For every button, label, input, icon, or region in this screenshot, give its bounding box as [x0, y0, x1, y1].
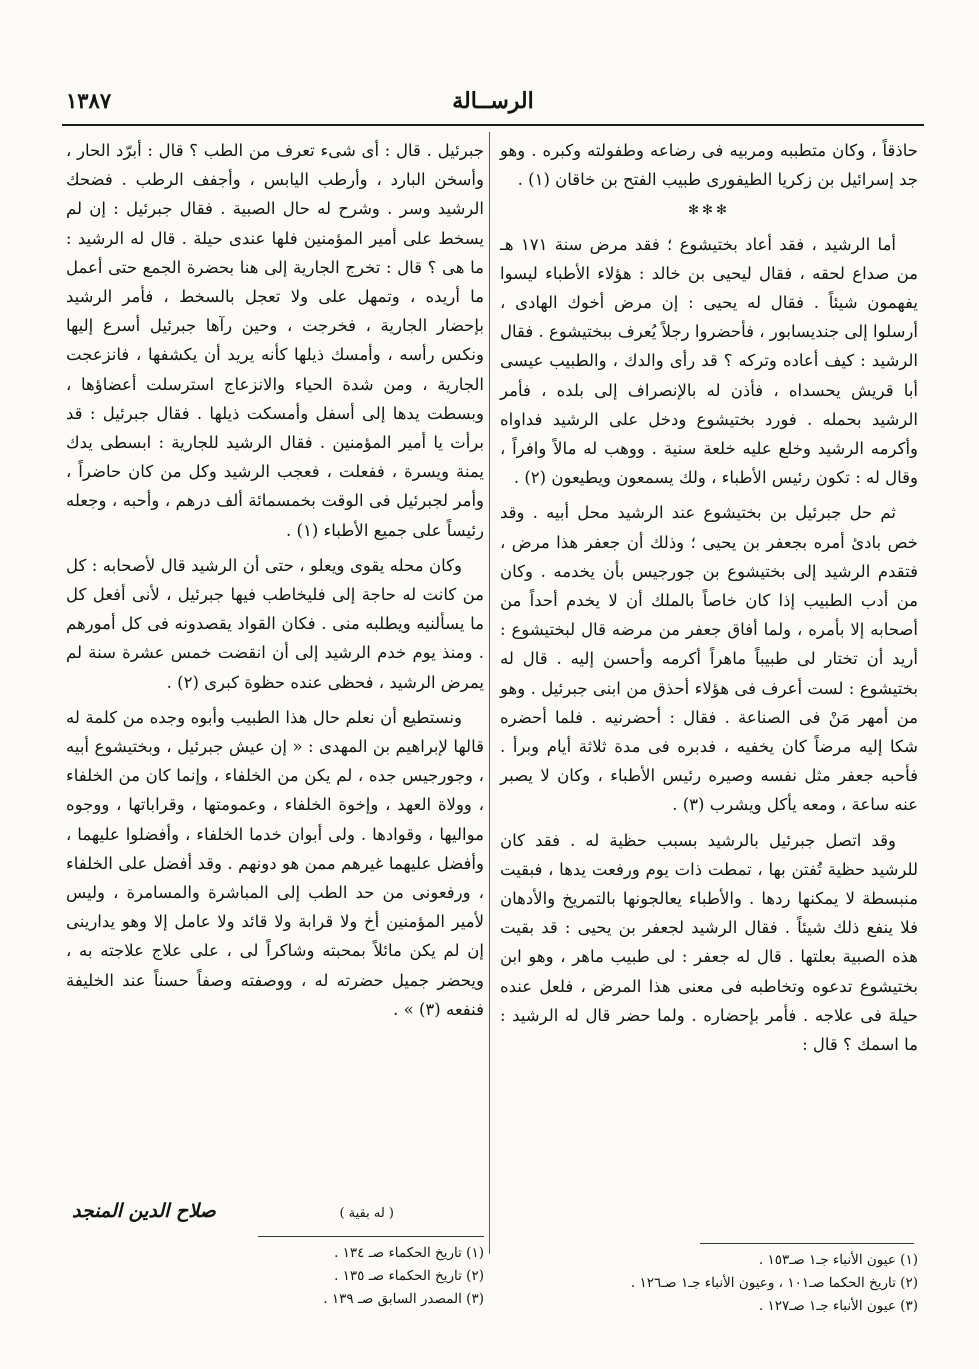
- paragraph: ونستطيع أن نعلم حال هذا الطبيب وأبوه وجده من كلمة له قالها لإبراهيم بن المهدى : « إن عيش جبرئيل ، وبختيشوع أبيه ، وجورجيس جده ، لم يكن من الخلفاء ، وإنما كان من الخلفاء ، وولاة العهد ، وإخوة الخلفاء ، وعمومتها ، وقراباتها ، ووجوه مواليها ، وقوادها . ولى أبوان خدما الخلفاء ، وأفضلوا عليهما ، وأفضل عليهما غيرهم ممن هو دونهم . وقد أفضل على الخلفاء ، ورفعونى من حد الطب إلى المباشرة والمسامرة ، وليس لأمير المؤمنين أخ ولا قرابة ولا قائد ولا عامل إلا وهو يدارينى إن لم يكن مائلاً بمحبته وشاكراً لى ، على علاج علاجته به ، ويحضر جميل حضرته له ، ووصفته وصفاً حسناً عند الخليفة فنفعه (٣) » .: [66, 707, 484, 1019]
- footnotes-left: [66, 1242, 484, 1311]
- left-column: [66, 136, 484, 1024]
- paragraph: أما الرشيد ، فقد أعاد بختيشوع ؛ فقد مرض سنة ١٧١ هـ من صداع لحقه ، فقال ليحيى بن خالد : هؤلاء الأطباء ليسوا يفهمون شيئاً . فقال له يحيى : إن مرض أخوك الهادى ، أرسلوا إلى جنديسابور ، فأحضروا رجلاً يُعرف ببختيشوع . فقال الرشيد : كيف أعاده وتركه ؟ قد رأى والدك ، والطبيب عيسى أبا قريش يحسداه ، فأذن له بالإنصراف إلى بلده ، فأمر الرشيد بحمله . فورد بختيشوع ودخل على الرشيد فداواه وأكرمه الرشيد وخلع عليه خلعة سنية . ووهب له مالاً وافراً ، وقال له : تكون رئيس الأطباء ، ولك يسمعون ويطيعون (٢) .: [500, 234, 918, 488]
- paragraph: ثم حل جبرئيل بن بختيشوع عند الرشيد محل أبيه . وقد خص بادئ أمره بجعفر بن يحيى ؛ وذلك أن جعفر هذا مرض ، فتقدم الرشيد إلى بختيشوع بن جورجيس بأن يخدمه . وكان من أدب الطبيب إذا كان خاصاً بالملك أن لا يخدم أحداً من أصحابه إلا بأمره ، ولما أفاق جعفر من مرضه قال لبختيشوع : أريد أن تختار لى طبيباً ماهراً أكرمه وأحسن إليه . قال له بختيشوع : لست أعرف فى هؤلاء أحذق من ابنى جبرئيل . وهو من أمهر مَنْ فى الصناعة . فقال : أحضرنيه . فلما أحضره شكا إليه مرضاً كان يخفيه ، فدبره فى مدة ثلاثة أيام وبرأ . فأحبه جعفر مثل نفسه وصيره رئيس الأطباء ، وكان لا يصبر عنه ساعة ، ومعه يأكل ويشرب (٣) .: [500, 503, 918, 815]
- paragraph: وقد اتصل جبرئيل بالرشيد بسبب حظية له . فقد كان للرشيد حظية تُفتن بها ، تمطت ذات يوم ورفعت يدها ، فبقيت منبسطة لا يمكنها ردها . والأطباء يعالجونها بالتمريخ والأدهان فلا ينفع ذلك شيئاً . فقال الرشيد لجعفر بن يحيى : قد بقيت هذه الصبية بعلتها . قال له جعفر : لى طبيب ماهر ، وهو ابن بختيشوع تدعوه وتخاطبه فى معنى هذا المرض ، فلعل عنده حيلة فى علاجه . فأمر بإحضاره . ولما حضر قال له الرشيد : ما اسمك ؟ قال :: [500, 830, 918, 1055]
- footnote: (٣) المصدر السابق صـ ١٣٩ .: [323, 1291, 484, 1307]
- page-header: [62, 86, 924, 120]
- column-divider: [489, 132, 490, 1254]
- section-separator: ✻✻✻: [688, 203, 730, 219]
- page-number: ١٣٨٧: [66, 88, 112, 113]
- article-end: [66, 1200, 484, 1234]
- footnote: (٢) تاريخ الحكما صـ١٠١ ، وعيون الأنباء جـ١ صـ١٢٦ .: [630, 1275, 918, 1291]
- footnote-rule: [700, 1243, 914, 1244]
- paragraph: وكان محله يقوى ويعلو ، حتى أن الرشيد قال لأصحابه : كل من كانت له حاجة إلى فليخاطب فيها جبرئيل ، لأنى أفعل كل ما يسألنيه ويطلبه منى . فكان القواد يقصدونه فى كل أمورهم . ومنذ يوم خدم الرشيد إلى أن انقضت خمس عشرة سنة لم يمرض الرشيد ، فحظى عنده حظوة كبرى (٢) .: [66, 555, 484, 692]
- paragraph: جبرئيل . قال : أى شىء تعرف من الطب ؟ قال : أبرّد الحار ، وأسخن البارد ، وأرطب اليابس ، وأجفف الرطب . فضحك الرشيد وسر . وشرح له حال الصبية . فقال جبرئيل : إن لم يسخط على أمير المؤمنين فلها عندى حيلة . قال له الرشيد : ما هى ؟ قال : تخرج الجارية إلى هنا بحضرة الجمع حتى أعمل ما أريده ، وتمهل على ولا تعجل بالسخط ، فأمر الرشيد بإحضار الجارية ، فخرجت ، وحين رآها جبرئيل أسرع إليها ونكس رأسه ، وأمسك ذيلها كأنه يريد أن يكشفها ، فانزعجت الجارية ، ومن شدة الحياء والانزعاج استرسلت أعضاؤها ، وبسطت يدها إلى أسفل وأمسكت ذيلها . فقال جبرئيل : قد برأت يا أمير المؤمنين . فقال الرشيد للجارية : ابسطى يدك يمنة ويسرة ، ففعلت ، فعجب الرشيد وكل من كان حاضراً ، وأمر لجبرئيل فى الوقت بخمسمائة ألف درهم ، وأحبه ، وجعله رئيساً على جميع الأطباء (١) .: [66, 141, 484, 540]
- footnote-rule: [258, 1236, 484, 1237]
- journal-title: الرســالة: [452, 88, 534, 114]
- footnotes-right: [500, 1249, 918, 1318]
- paragraph: حاذقاً ، وكان متطببه ومربيه فى رضاعه وطفولته وكبره . وهو جد إسرائيل بن زكريا الطيفورى طبيب الفتح بن خاقان (١) .: [500, 141, 918, 190]
- footnote: (٢) تاريخ الحكماء صـ ١٣٥ .: [334, 1268, 484, 1284]
- to-be-continued-note: ( له بقية ): [339, 1206, 394, 1221]
- footnote: (١) تاريخ الحكماء صـ ١٣٤ .: [334, 1245, 484, 1261]
- author-signature: صلاح الدين المنجد: [72, 1200, 216, 1222]
- right-column: [500, 136, 918, 1059]
- footnote: (١) عيون الأنباء جـ١ صـ١٥٣ .: [758, 1252, 918, 1268]
- footnote: (٣) عيون الأنباء جـ١ صـ١٢٧ .: [758, 1298, 918, 1314]
- header-rule: [62, 124, 924, 126]
